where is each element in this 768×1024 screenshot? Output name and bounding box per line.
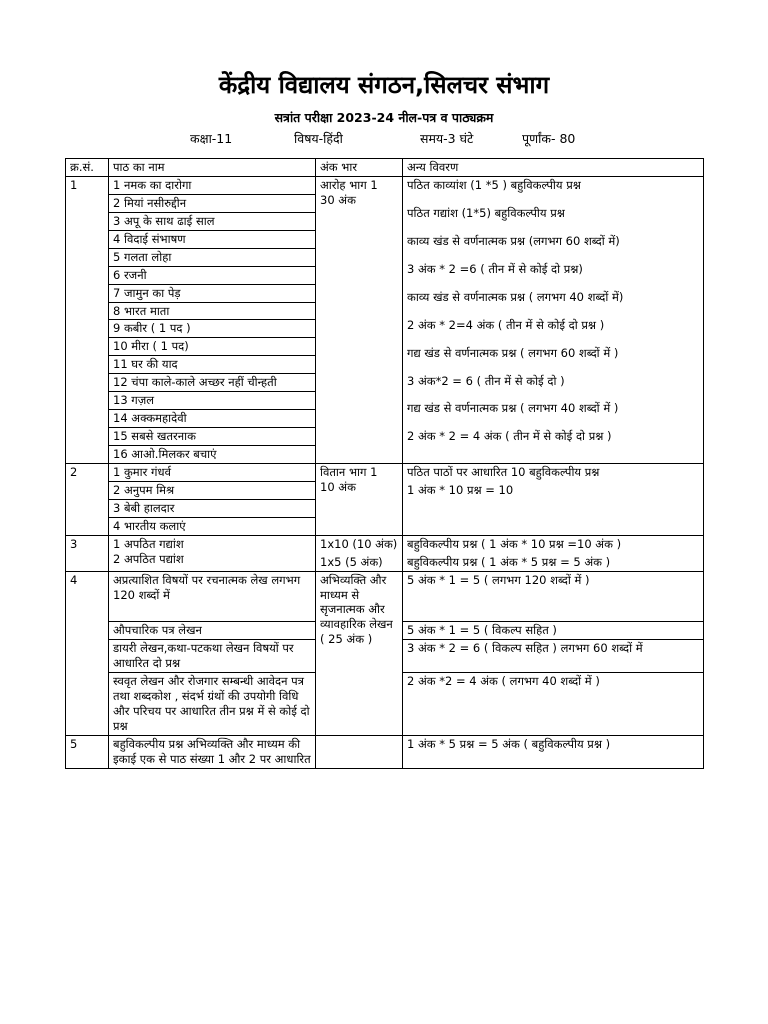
- detail-line: पठित गद्यांश (1*5) बहुविकल्पीय प्रश्न: [407, 205, 565, 220]
- marks-line: 30 अंक: [320, 192, 356, 207]
- serial-cell: 1: [66, 176, 109, 463]
- header-lesson: पाठ का नाम: [109, 159, 316, 177]
- lesson-cell: 7 जामुन का पेड़: [109, 284, 316, 302]
- detail-line: पठित काव्यांश (1 *5 ) बहुविकल्पीय प्रश्न: [407, 177, 581, 192]
- lesson-cell: 4 भारतीय कलाएं: [109, 517, 316, 535]
- lesson-cell: 4 विदाई संभाषण: [109, 230, 316, 248]
- details-cell: [403, 463, 704, 535]
- marks-line: 1x10 (10 अंक): [320, 536, 398, 551]
- exam-subtitle: सत्रांत परीक्षा 2023-24 नील-पत्र व पाठ्यक्रम: [274, 110, 494, 125]
- lesson-cell: स्ववृत लेखन और रोजगार सम्बन्धी आवेदन पत्र तथा शब्दकोश , संदर्भ ग्रंथों की उपयोगी विधि और परिचय पर आधारित तीन प्रश्न में से कोई दो प्रश्न: [109, 673, 316, 736]
- details-cell: [403, 176, 704, 463]
- serial-cell: 5: [66, 736, 109, 769]
- table-row: [66, 176, 704, 194]
- subject-label: विषय-हिंदी: [294, 131, 343, 146]
- max-marks-label: पूर्णांक- 80: [522, 131, 576, 146]
- header-details: अन्य विवरण: [403, 159, 704, 177]
- detail-line: काव्य खंड से वर्णनात्मक प्रश्न (लगभग 60 शब्दों में): [407, 233, 620, 248]
- lesson-cell: 6 रजनी: [109, 266, 316, 284]
- lesson-cell: औपचारिक पत्र लेखन: [109, 622, 316, 640]
- lesson-text: अप्रत्याशित विषयों पर रचनात्मक लेख लगभग 120 शब्दों में: [113, 572, 301, 602]
- syllabus-table: [65, 158, 704, 769]
- lesson-cell: [109, 571, 316, 622]
- lesson-cell: 10 मीरा ( 1 पद): [109, 338, 316, 356]
- header-serial: क्र.सं.: [66, 159, 109, 177]
- details-cell: 5 अंक * 1 = 5 ( लगभग 120 शब्दों में ): [403, 571, 704, 622]
- details-cell: 2 अंक *2 = 4 अंक ( लगभग 40 शब्दों में ): [403, 673, 704, 736]
- lesson-cell: 13 गज़ल: [109, 392, 316, 410]
- marks-line: 10 अंक: [320, 479, 356, 494]
- lesson-cell: 2 मियां नसीरुद्दीन: [109, 194, 316, 212]
- lesson-cell: 9 कबीर ( 1 पद ): [109, 320, 316, 338]
- lesson-cell: 16 आओ.मिलकर बचाएं: [109, 446, 316, 464]
- detail-line: 3 अंक * 2 =6 ( तीन में से कोई दो प्रश्न): [407, 261, 583, 276]
- marks-cell: [316, 535, 403, 571]
- details-cell: 3 अंक * 2 = 6 ( विकल्प सहित ) लगभग 60 शब्दों में: [403, 640, 704, 673]
- table-row: [66, 736, 704, 769]
- lesson-cell: 1 नमक का दारोगा: [109, 176, 316, 194]
- table-row: [66, 535, 704, 571]
- marks-line: 1x5 (5 अंक): [320, 554, 383, 569]
- detail-line: पठित पाठों पर आधारित 10 बहुविकल्पीय प्रश्न: [407, 464, 600, 479]
- lesson-line: 1 अपठित गद्यांश: [113, 536, 184, 551]
- detail-line: गद्य खंड से वर्णनात्मक प्रश्न ( लगभग 60 शब्दों में ): [407, 345, 619, 360]
- serial-cell: 3: [66, 535, 109, 571]
- lesson-cell: [109, 535, 316, 571]
- marks-cell: [316, 463, 403, 535]
- serial-cell: 4: [66, 571, 109, 735]
- lesson-cell: 8 भारत माता: [109, 302, 316, 320]
- lesson-line: 2 अपठित पद्यांश: [113, 551, 184, 566]
- detail-line: गद्य खंड से वर्णनात्मक प्रश्न ( लगभग 40 शब्दों में ): [407, 401, 619, 416]
- detail-line: 2 अंक * 2=4 अंक ( तीन में से कोई दो प्रश्न ): [407, 317, 605, 332]
- detail-line: बहुविकल्पीय प्रश्न ( 1 अंक * 10 प्रश्न =10 अंक ): [407, 536, 622, 551]
- marks-cell: [316, 176, 403, 463]
- serial-cell: 2: [66, 463, 109, 535]
- details-cell: [403, 535, 704, 571]
- lesson-cell: 3 बेबी हालदार: [109, 499, 316, 517]
- table-row: [66, 571, 704, 622]
- time-label: समय-3 घंटे: [420, 131, 474, 146]
- details-cell: 1 अंक * 5 प्रश्न = 5 अंक ( बहुविकल्पीय प्रश्न ): [403, 736, 704, 769]
- marks-cell: [316, 736, 403, 769]
- lesson-cell: 1 कुमार गंधर्व: [109, 463, 316, 481]
- detail-line: 2 अंक * 2 = 4 अंक ( तीन में से कोई दो प्रश्न ): [407, 429, 612, 444]
- class-label: कक्षा-11: [190, 131, 233, 146]
- page-title: केंद्रीय विद्यालय संगठन,सिलचर संभाग: [218, 71, 550, 99]
- lesson-cell: 15 सबसे खतरनाक: [109, 428, 316, 446]
- detail-line: 1 अंक * 10 प्रश्न = 10: [407, 482, 514, 497]
- details-cell: 5 अंक * 1 = 5 ( विकल्प सहित ): [403, 622, 704, 640]
- table-row: [66, 463, 704, 481]
- lesson-cell: 14 अक्कमहादेवी: [109, 410, 316, 428]
- marks-line: वितान भाग 1: [320, 464, 378, 479]
- lesson-cell: 12 चंपा काले-काले अच्छर नहीं चीन्हती: [109, 374, 316, 392]
- detail-line: काव्य खंड से वर्णनात्मक प्रश्न ( लगभग 40 शब्दों में): [407, 289, 624, 304]
- header-marks: अंक भार: [316, 159, 403, 177]
- lesson-cell: बहुविकल्पीय प्रश्न अभिव्यक्ति और माध्यम की इकाई एक से पाठ संख्या 1 और 2 पर आधारित: [109, 736, 316, 769]
- lesson-cell: 5 गलता लोहा: [109, 248, 316, 266]
- table-header-row: [66, 159, 704, 177]
- detail-line: 3 अंक*2 = 6 ( तीन में से कोई दो ): [407, 373, 565, 388]
- lesson-cell: डायरी लेखन,कथा-पटकथा लेखन विषयों पर आधारित दो प्रश्न: [109, 640, 316, 673]
- lesson-cell: 3 अपू के साथ ढाई साल: [109, 212, 316, 230]
- marks-line: आरोह भाग 1: [320, 177, 378, 192]
- marks-cell: अभिव्यक्ति और माध्यम से सृजनात्मक और व्यावहारिक लेखन ( 25 अंक ): [316, 571, 403, 735]
- detail-line: बहुविकल्पीय प्रश्न ( 1 अंक * 5 प्रश्न = 5 अंक ): [407, 554, 611, 569]
- lesson-cell: 11 घर की याद: [109, 356, 316, 374]
- lesson-cell: 2 अनुपम मिश्र: [109, 481, 316, 499]
